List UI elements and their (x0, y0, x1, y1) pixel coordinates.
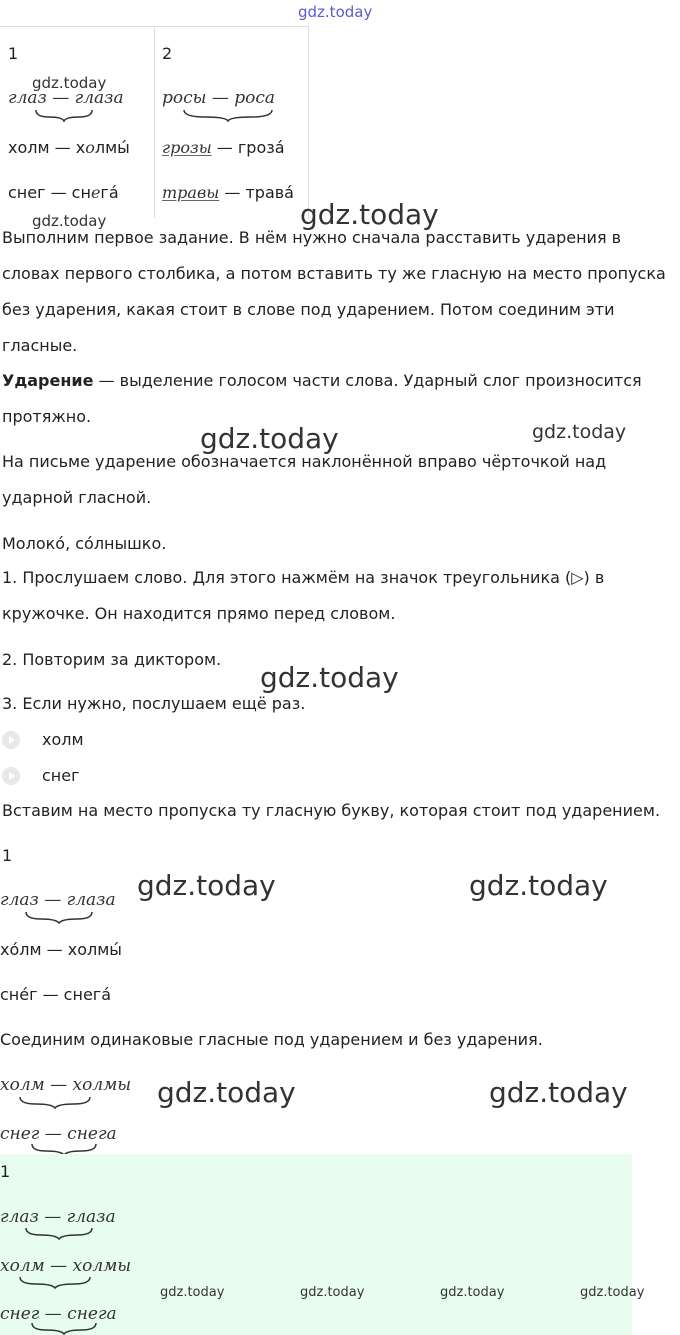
table-col2-header: 2 (162, 44, 173, 63)
definition-term: Ударение (2, 371, 94, 390)
audio-word: холм (42, 730, 84, 749)
handwritten-pair: снег — снега (0, 1124, 117, 1144)
connector-brace (34, 108, 94, 122)
intro-text: Выполним первое задание. В нём нужно сначала расставить ударения в (2, 228, 622, 247)
connect-instruction: Соединим одинаковые гласные под ударением и без ударения. (0, 1030, 543, 1049)
connector-brace (18, 1095, 92, 1109)
answer-row: глаз — глаза (0, 1207, 116, 1227)
watermark: gdz.today (580, 1285, 645, 1300)
answer-row: снег — снега (0, 1304, 117, 1324)
watermark: gdz.today (32, 212, 107, 230)
intro-text: словах первого столбика, а потом вставить ту же гласную на место пропуска (2, 264, 666, 283)
table-col1-row: снег — снега́ (8, 183, 119, 202)
insert-instruction: Вставим на место пропуска ту гласную букву, которая стоит под ударением. (2, 801, 661, 820)
watermark: gdz.today (160, 1285, 225, 1300)
table-col1-header: 1 (8, 44, 19, 63)
table-col2-row: травы — трава́ (162, 183, 294, 202)
stress-note-text: На письме ударение обозначается наклонённой вправо чёрточкой над (2, 452, 607, 471)
handwritten-pair: холм — холмы (0, 1075, 132, 1095)
stress-note-text: ударной гласной. (2, 488, 152, 507)
section-number: 1 (2, 846, 13, 865)
watermark: gdz.today (298, 3, 373, 21)
answer-row: холм — холмы (0, 1256, 132, 1276)
connector-brace (30, 1321, 98, 1335)
table-divider (154, 26, 155, 218)
table-col1-row: глаз — глаза (8, 88, 124, 108)
step-text: 2. Повторим за диктором. (2, 650, 222, 669)
answer-number: 1 (0, 1162, 11, 1181)
watermark: gdz.today (300, 198, 439, 231)
watermark: gdz.today (137, 869, 276, 902)
table-col2-row: росы — роса (162, 88, 276, 108)
step-text: 1. Прослушаем слово. Для этого нажмём на значок треугольника (▷) в (2, 568, 605, 587)
audio-word: снег (42, 766, 80, 785)
connector-brace (182, 108, 274, 122)
watermark: gdz.today (440, 1285, 505, 1300)
table-col2-row: грозы — гроза́ (162, 138, 285, 157)
filled-pair: сне́г — снега́ (0, 985, 111, 1004)
definition-text: протяжно. (2, 407, 92, 426)
connector-brace (24, 1226, 94, 1240)
example-words: Молоко́, со́лнышко. (2, 534, 167, 553)
watermark: gdz.today (532, 421, 627, 443)
play-icon[interactable] (2, 767, 20, 785)
play-icon[interactable] (2, 731, 20, 749)
table-col1-row: холм — холмы́ (8, 138, 130, 157)
watermark: gdz.today (260, 661, 399, 694)
watermark: gdz.today (489, 1076, 628, 1109)
definition-text: Ударение — выделение голосом части слова. Ударный слог произносится (2, 371, 642, 390)
watermark: gdz.today (157, 1076, 296, 1109)
intro-text: гласные. (2, 336, 78, 355)
watermark: gdz.today (469, 869, 608, 902)
filled-pair: хо́лм — холмы́ (0, 940, 122, 959)
handwritten-pair: глаз — глаза (0, 890, 116, 910)
watermark: gdz.today (32, 74, 107, 92)
watermark: gdz.today (300, 1285, 365, 1300)
watermark: gdz.today (200, 422, 339, 455)
connector-brace (18, 1275, 92, 1289)
step-text: кружочке. Он находится прямо перед словом. (2, 604, 396, 623)
intro-text: без ударения, какая стоит в слове под ударением. Потом соединим эти (2, 300, 615, 319)
connector-brace (24, 910, 94, 924)
step-text: 3. Если нужно, послушаем ещё раз. (2, 694, 306, 713)
